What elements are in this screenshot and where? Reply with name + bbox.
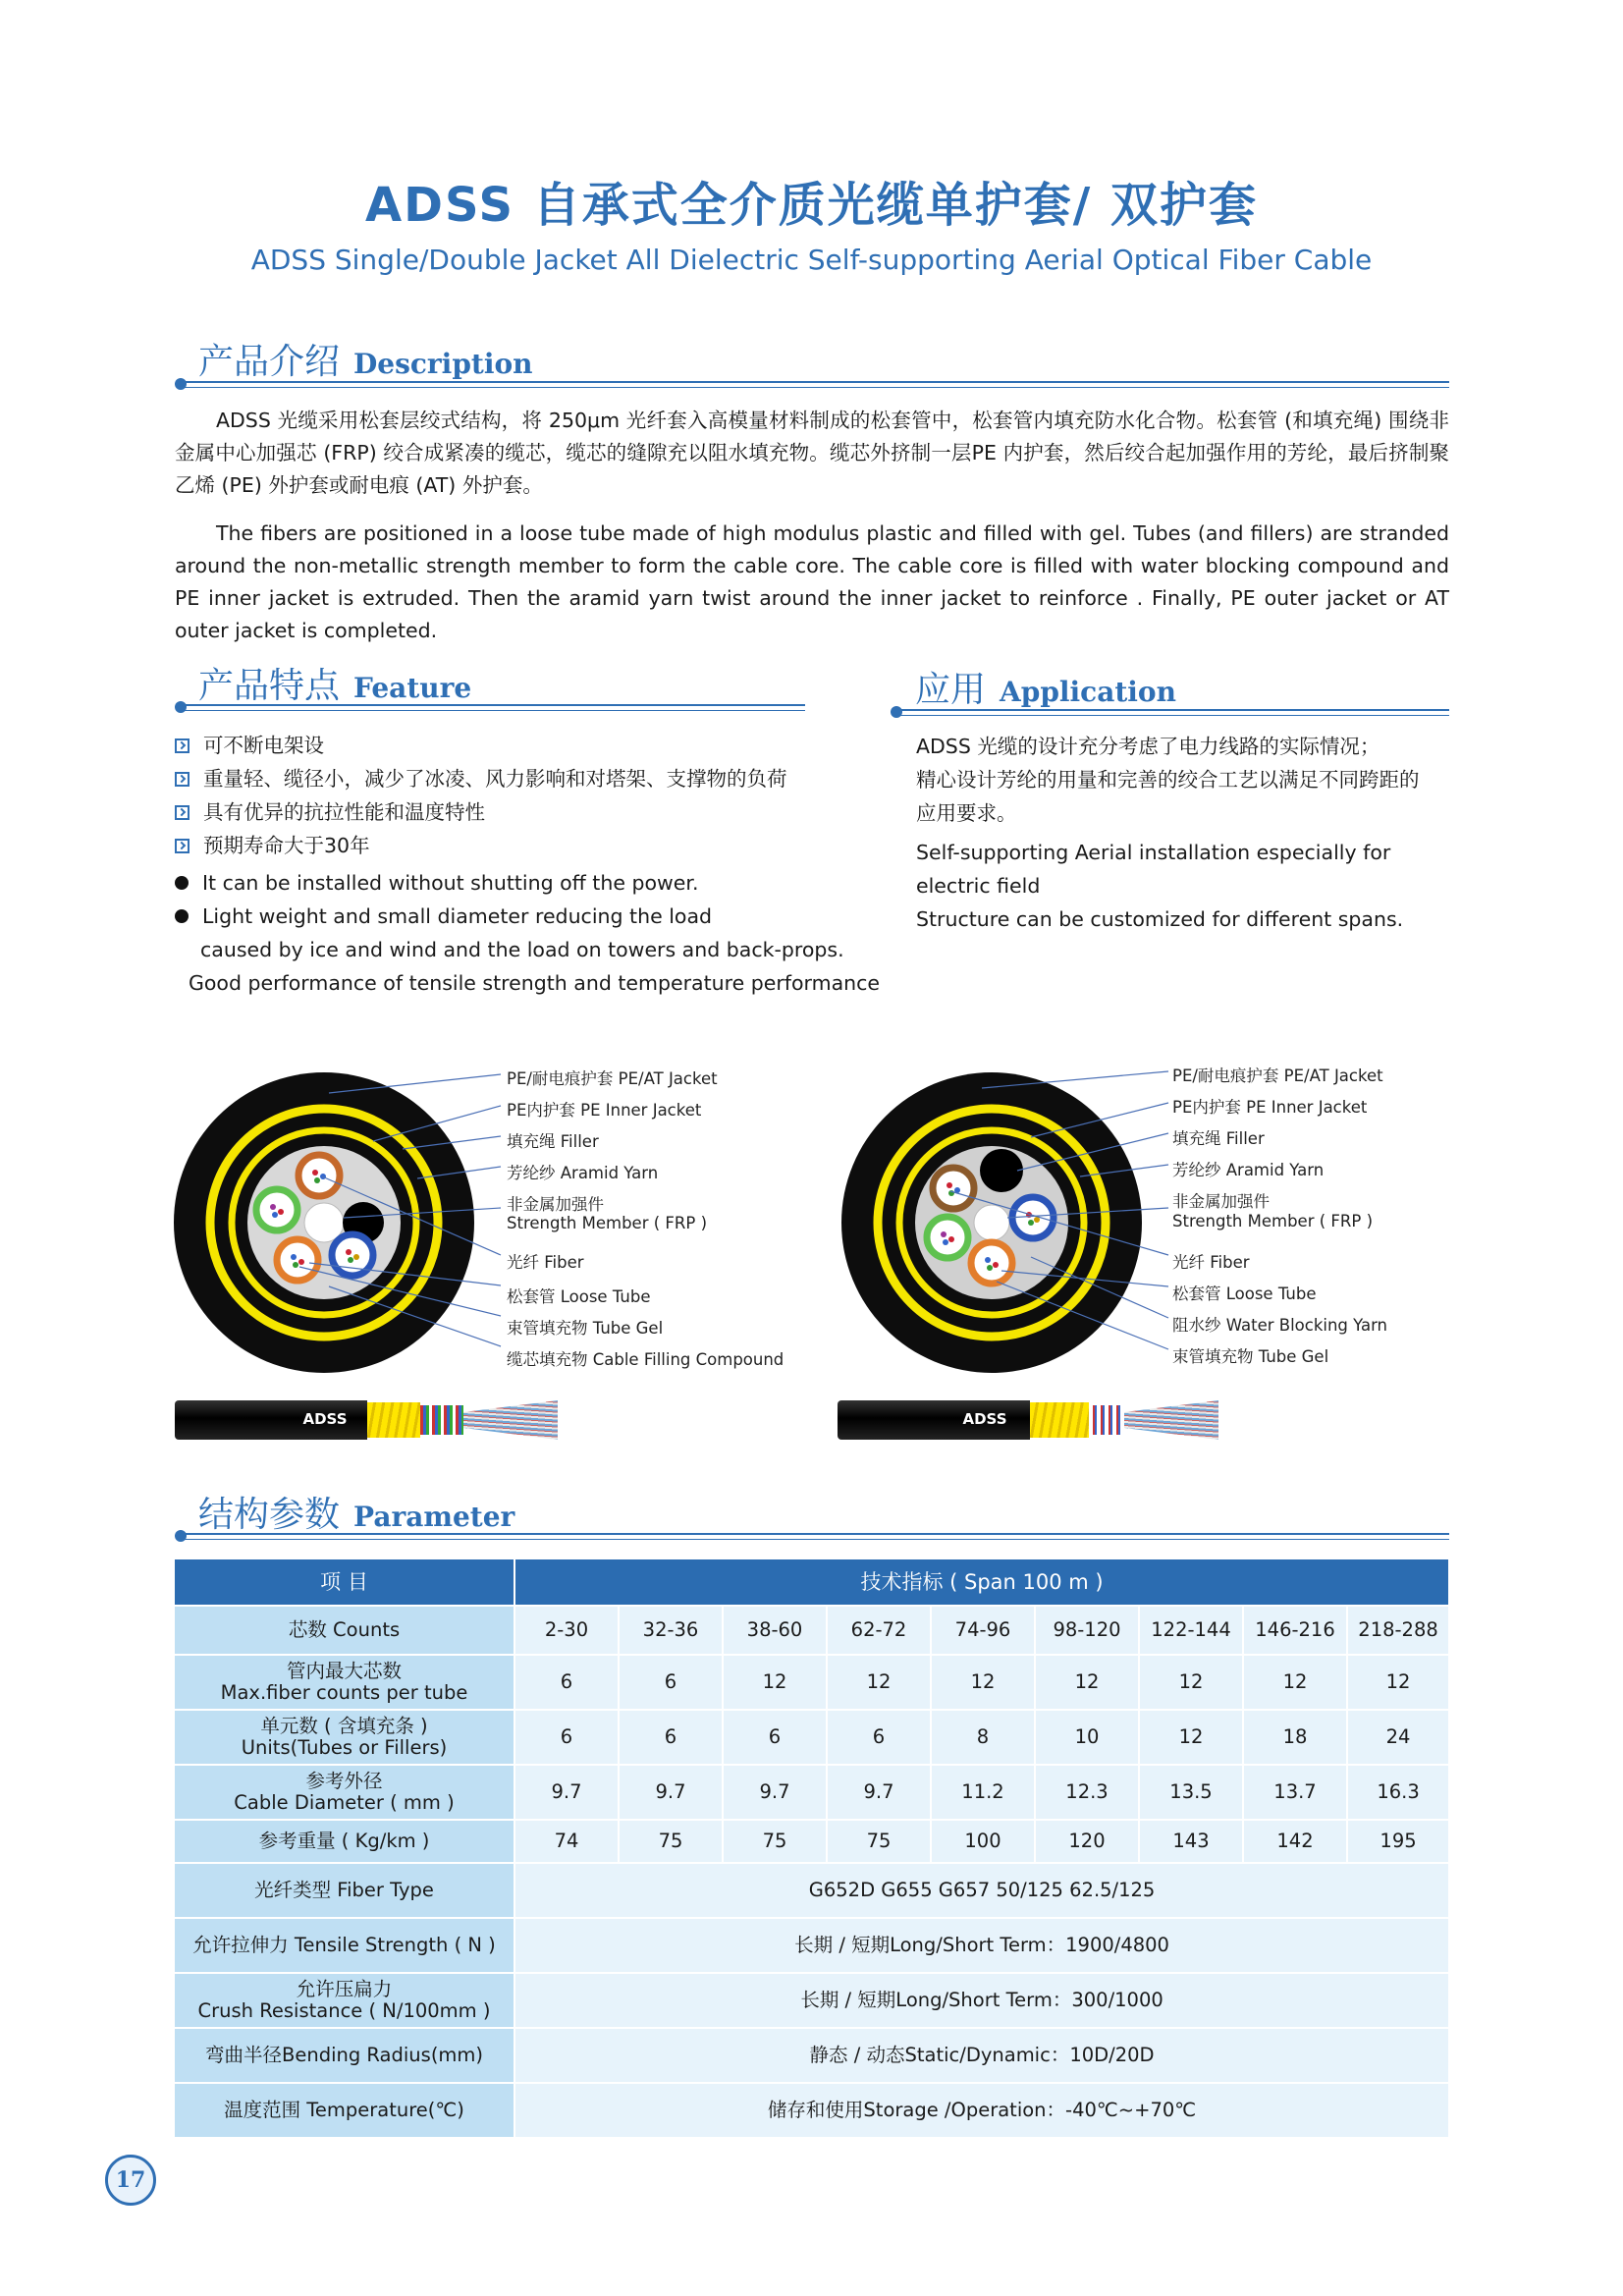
loose-tube (298, 1155, 340, 1196)
diagram-label: 光纤 Fiber (507, 1253, 584, 1272)
table-cell: 储存和使用Storage /Operation：-40℃~+70℃ (514, 2083, 1449, 2138)
table-cell: 74 (514, 1820, 619, 1863)
row-label: 弯曲半径Bending Radius(mm) (175, 2028, 514, 2083)
table-cell: 146-216 (1243, 1606, 1347, 1655)
application-heading-en: Application (1000, 676, 1176, 708)
table-cell: 12 (1139, 1710, 1243, 1765)
application-heading-cn: 应用 (915, 670, 987, 710)
table-row (175, 2028, 1449, 2083)
list-item: Good performance of tensile strength and temperature performance (189, 971, 881, 995)
description-paragraph-cn: ADSS 光缆采用松套层绞式结构，将 250μm 光纤套入高模量材料制成的松套管中，松套管内填充防水化合物。松套管 (和填充绳) 围绕非金属中心加强芯 (FRP) 绞合成紧凑的缆芯，缆芯的缝隙充以阻水填充物。缆芯外挤制一层PE 内护套，然后绞合起加强作用的芳纶，最后挤制聚乙烯 (PE) 外护套或耐电痕 (AT) 外护套。 (175, 409, 1449, 497)
table-row (175, 1765, 1449, 1820)
bullet-icon (175, 876, 189, 890)
diagram-label: 缆芯填充物 Cable Filling Compound (507, 1350, 784, 1369)
diagram-label: 非金属加强件 (1172, 1192, 1270, 1211)
table-row (175, 1655, 1449, 1710)
table-row (175, 1820, 1449, 1863)
table-cell: 13.5 (1139, 1765, 1243, 1820)
section-rule (183, 704, 805, 711)
table-cell: 6 (619, 1655, 723, 1710)
table-cell: 75 (723, 1820, 827, 1863)
diagram-label: PE/耐电痕护套 PE/AT Jacket (1172, 1066, 1383, 1085)
row-label: 管内最大芯数 Max.fiber counts per tube (175, 1655, 514, 1710)
row-label: 芯数 Counts (175, 1606, 514, 1655)
diagram-label: 填充绳 Filler (507, 1132, 599, 1151)
table-cell: 12.3 (1035, 1765, 1139, 1820)
table-cell: 6 (723, 1710, 827, 1765)
checkbox-bullet-icon (175, 839, 189, 853)
parameter-heading (198, 1487, 514, 1537)
description-heading (198, 334, 533, 384)
table-cell: 38-60 (723, 1606, 827, 1655)
table-cell: 12 (723, 1655, 827, 1710)
table-cell: 18 (1243, 1710, 1347, 1765)
diagram-label: PE内护套 PE Inner Jacket (1172, 1098, 1368, 1117)
table-cell: 9.7 (619, 1765, 723, 1820)
table-header-row (175, 1559, 1449, 1606)
list-item: caused by ice and wind and the load on towers and back-props. (200, 938, 844, 961)
strength-member (974, 1205, 1009, 1240)
list-item: It can be installed without shutting off the power. (175, 866, 823, 900)
table-cell: 8 (931, 1710, 1035, 1765)
diagram-label: 松套管 Loose Tube (507, 1287, 651, 1306)
table-cell: G652D G655 G657 50/125 62.5/125 (514, 1863, 1449, 1918)
table-cell: 74-96 (931, 1606, 1035, 1655)
table-cell: 2-30 (514, 1606, 619, 1655)
table-cell: 12 (1243, 1655, 1347, 1710)
loose-tube (256, 1189, 298, 1230)
loose-tubes (420, 1405, 463, 1435)
diagram-label: 松套管 Loose Tube (1172, 1285, 1317, 1303)
diagram-label: PE内护套 PE Inner Jacket (507, 1101, 702, 1120)
diagram-label: 束管填充物 Tube Gel (1172, 1347, 1329, 1366)
cable-side-view-left (175, 1400, 568, 1440)
row-label: 参考重量 ( Kg/km ) (175, 1820, 514, 1863)
table-row (175, 1863, 1449, 1918)
cable-cross-section-right (835, 1061, 1483, 1453)
row-label: 允许压扁力 Crush Resistance ( N/100mm ) (175, 1973, 514, 2028)
table-row (175, 1973, 1449, 2028)
diagram-label: 芳纶纱 Aramid Yarn (1172, 1161, 1325, 1179)
table-cell: 75 (827, 1820, 931, 1863)
cable-cross-section-left (167, 1061, 815, 1453)
diagram-label: 芳纶纱 Aramid Yarn (507, 1164, 659, 1182)
fibers (1124, 1400, 1218, 1440)
table-cell: 100 (931, 1820, 1035, 1863)
table-cell: 9.7 (723, 1765, 827, 1820)
page-title: ADSS 自承式全介质光缆单护套/ 双护套 (365, 178, 1258, 233)
table-cell: 142 (1243, 1820, 1347, 1863)
table-cell: 12 (1139, 1655, 1243, 1710)
page-number: 17 (105, 2155, 156, 2206)
list-item: 重量轻、缆径小，减少了冰凌、风力影响和对塔架、支撑物的负荷 (175, 762, 823, 795)
table-cell: 12 (827, 1655, 931, 1710)
diagram-label: PE/耐电痕护套 PE/AT Jacket (507, 1069, 718, 1088)
section-rule (183, 1533, 1449, 1540)
list-item: 可不断电架设 (175, 729, 823, 762)
table-cell: 9.7 (514, 1765, 619, 1820)
table-cell: 9.7 (827, 1765, 931, 1820)
table-cell: 长期 / 短期Long/Short Term：300/1000 (514, 1973, 1449, 2028)
loose-tube (277, 1239, 318, 1281)
section-rule (183, 381, 1449, 388)
table-cell: 24 (1347, 1710, 1449, 1765)
section-rule (897, 709, 1449, 716)
table-cell: 11.2 (931, 1765, 1035, 1820)
feature-heading-cn: 产品特点 (198, 666, 341, 706)
checkbox-bullet-icon (175, 805, 189, 820)
checkbox-bullet-icon (175, 738, 189, 753)
row-label: 温度范围 Temperature(℃) (175, 2083, 514, 2138)
row-label: 参考外径 Cable Diameter ( mm ) (175, 1765, 514, 1820)
diagram-label: Strength Member ( FRP ) (1172, 1212, 1374, 1230)
header-item: 项 目 (175, 1559, 514, 1606)
header-spec: 技术指标 ( Span 100 m ) (514, 1559, 1449, 1606)
application-text: ADSS 光缆的设计充分考虑了电力线路的实际情况； 精心设计芳纶的用量和完善的绞合工艺以满足不同跨距的 应用要求。 Self-supporting Aerial installation especially for electric field Structure can be customized for different spans. (916, 735, 1420, 931)
row-label: 光纤类型 Fiber Type (175, 1863, 514, 1918)
table-cell: 12 (1035, 1655, 1139, 1710)
aramid-yarn (1030, 1402, 1089, 1438)
bullet-icon (175, 909, 189, 923)
list-item: 具有优异的抗拉性能和温度特性 (175, 795, 823, 829)
table-cell: 长期 / 短期Long/Short Term：1900/4800 (514, 1918, 1449, 1973)
table-row (175, 1918, 1449, 1973)
table-row (175, 1606, 1449, 1655)
row-label: 允许拉伸力 Tensile Strength ( N ) (175, 1918, 514, 1973)
diagram-label: Strength Member ( FRP ) (507, 1214, 708, 1232)
parameter-heading-cn: 结构参数 (198, 1495, 341, 1535)
table-cell: 16.3 (1347, 1765, 1449, 1820)
loose-tube (1012, 1197, 1054, 1238)
description-heading-en: Description (353, 348, 533, 380)
diagram-label: 束管填充物 Tube Gel (507, 1319, 664, 1338)
page-subtitle: ADSS Single/Double Jacket All Dielectric Self-supporting Aerial Optical Fiber Cable (250, 244, 1373, 276)
checkbox-bullet-icon (175, 772, 189, 787)
table-cell: 32-36 (619, 1606, 723, 1655)
table-cell: 143 (1139, 1820, 1243, 1863)
fibers (463, 1400, 558, 1440)
table-row (175, 2083, 1449, 2138)
table-cell: 6 (514, 1655, 619, 1710)
table-cell: 218-288 (1347, 1606, 1449, 1655)
table-cell: 195 (1347, 1820, 1449, 1863)
cable-label: ADSS (302, 1410, 348, 1428)
table-cell: 6 (619, 1710, 723, 1765)
aramid-yarn (367, 1402, 420, 1438)
table-cell: 10 (1035, 1710, 1139, 1765)
table-cell: 静态 / 动态Static/Dynamic：10D/20D (514, 2028, 1449, 2083)
diagram-label: 非金属加强件 (507, 1195, 604, 1214)
feature-list (175, 729, 881, 1000)
application-heading (915, 662, 1176, 712)
table-cell: 12 (931, 1655, 1035, 1710)
loose-tube (971, 1242, 1012, 1284)
cable-side-view-right (838, 1400, 1230, 1440)
table-cell: 12 (1347, 1655, 1449, 1710)
table-row (175, 1710, 1449, 1765)
diagram-label: 阻水纱 Water Blocking Yarn (1172, 1316, 1388, 1335)
feature-heading-en: Feature (353, 672, 472, 704)
table-cell: 6 (827, 1710, 931, 1765)
list-item: 预期寿命大于30年 (175, 829, 823, 862)
table-cell: 122-144 (1139, 1606, 1243, 1655)
list-item: Light weight and small diameter reducing the load (175, 900, 823, 933)
loose-tube (927, 1217, 968, 1258)
feature-heading (198, 658, 471, 708)
table-cell: 62-72 (827, 1606, 931, 1655)
cable-label: ADSS (962, 1410, 1007, 1428)
filler (980, 1149, 1023, 1192)
table-cell: 98-120 (1035, 1606, 1139, 1655)
loose-tubes (1089, 1405, 1124, 1435)
description-heading-cn: 产品介绍 (198, 342, 341, 382)
parameter-heading-en: Parameter (353, 1501, 515, 1533)
parameter-table (175, 1559, 1450, 2139)
loose-tube (933, 1168, 974, 1209)
diagram-label: 光纤 Fiber (1172, 1253, 1250, 1272)
table-cell: 6 (514, 1710, 619, 1765)
table-cell: 13.7 (1243, 1765, 1347, 1820)
table-cell: 75 (619, 1820, 723, 1863)
table-cell: 120 (1035, 1820, 1139, 1863)
row-label: 单元数 ( 含填充条 ) Units(Tubes or Fillers) (175, 1710, 514, 1765)
diagram-label: 填充绳 Filler (1172, 1129, 1265, 1148)
description-paragraph-en: The fibers are positioned in a loose tube made of high modulus plastic and filled with gel. Tubes (and fillers) are stranded around the non-metallic strength member to form the cable core. The cable core is filled with water blocking compound and PE inner jacket is extruded. Then the aramid yarn twist around the inner jacket to reinforce . Finally, PE outer jacket or AT outer jacket is completed. (175, 521, 1449, 642)
